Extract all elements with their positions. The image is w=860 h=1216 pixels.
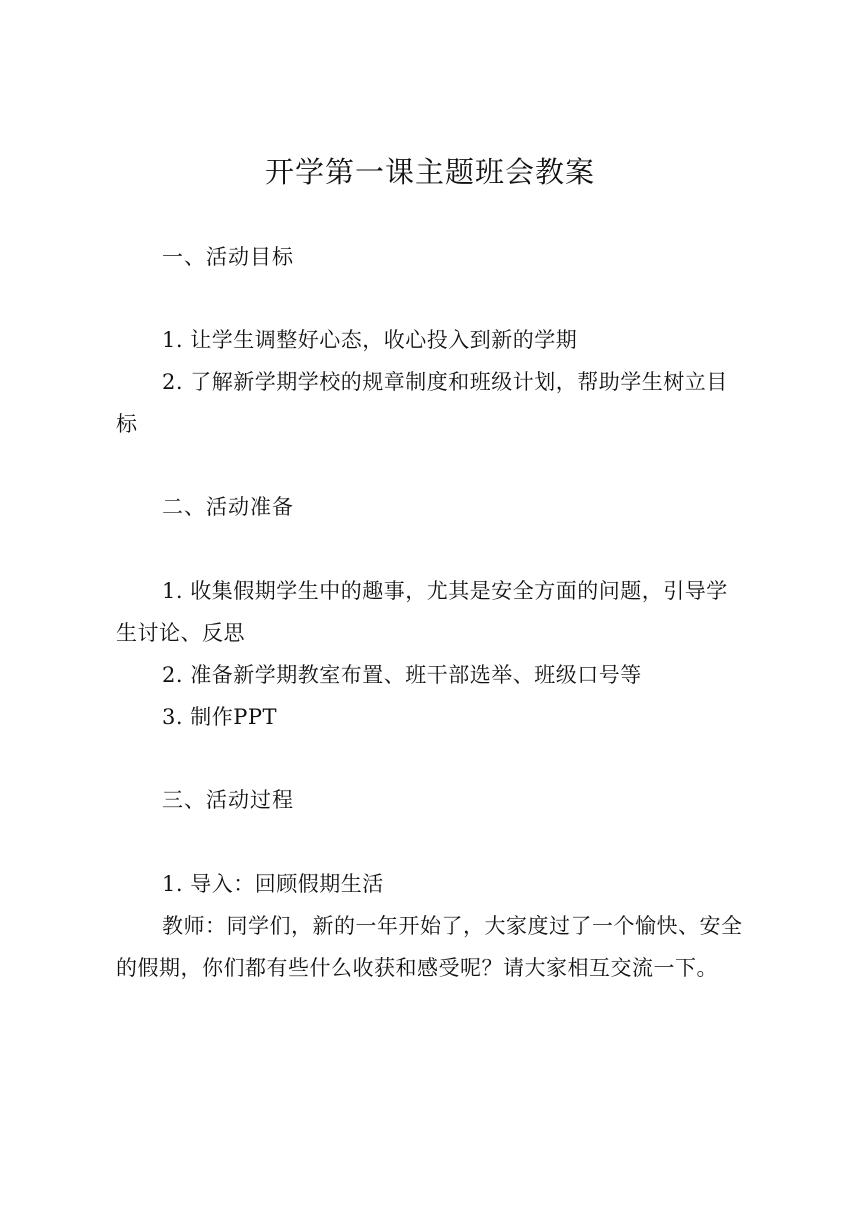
section-heading-objectives: 一、活动目标 <box>162 245 294 269</box>
process-item-1: 1. 导入：回顾假期生活 <box>162 872 384 896</box>
process-paragraph: 教师：同学们，新的一年开始了，大家度过了一个愉快、安全的假期，你们都有些什么收获和感受呢？请大家相互交流一下。 <box>116 914 743 980</box>
section-heading-process: 三、活动过程 <box>162 788 294 812</box>
objective-item-2: 2. 了解新学期学校的规章制度和班级计划，帮助学生树立目标 <box>116 370 728 436</box>
preparation-item-1: 1. 收集假期学生中的趣事，尤其是安全方面的问题，引导学生讨论、反思 <box>116 579 728 645</box>
preparation-item-2: 2. 准备新学期教室布置、班干部选举、班级口号等 <box>162 663 642 687</box>
document-title: 开学第一课主题班会教案 <box>264 155 595 189</box>
section-heading-preparation: 二、活动准备 <box>162 495 294 519</box>
objective-item-1: 1. 让学生调整好心态，收心投入到新的学期 <box>162 328 578 352</box>
preparation-item-3: 3. 制作PPT <box>162 705 277 729</box>
